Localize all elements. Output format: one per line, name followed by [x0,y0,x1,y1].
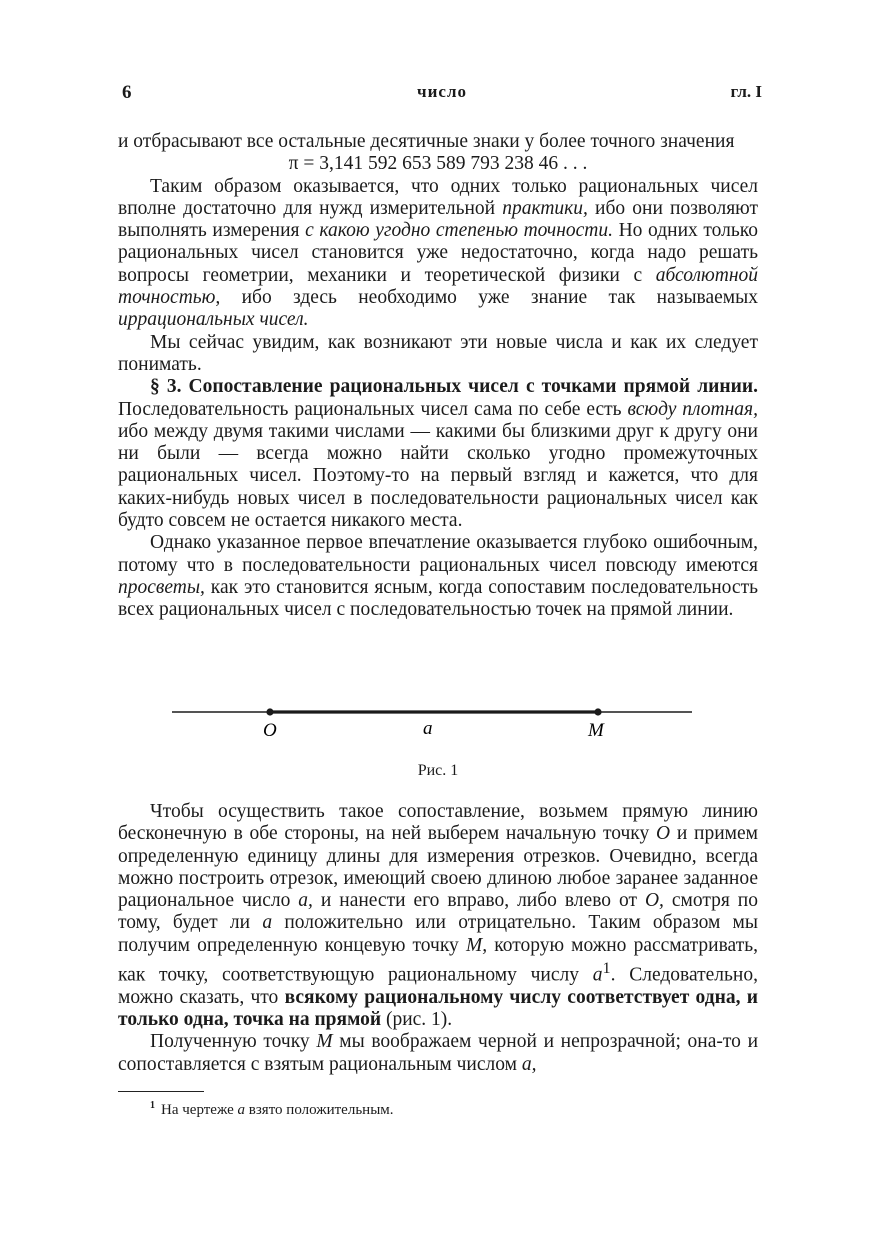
text-run: . Следовательно, можно сказать, что [118,964,758,1008]
text-run: Чтобы осуществить такое сопоставление, возьмем прямую линию бесконечную в обе стороны, на ней выберем начальную точку [118,801,758,845]
number-line-svg [160,692,720,748]
variable: a [592,964,603,986]
label-o: O [263,720,277,741]
variable: O, [644,890,664,912]
number-line-figure [160,692,720,748]
text-run: (рис. 1). [381,1009,453,1031]
text-run: Таким образом оказывается, что одних только рациональных чисел вполне достаточно для нужд измерительной [118,175,758,219]
text-block-bottom [118,801,758,1076]
label-m: M [588,720,604,741]
paragraph-continuation [118,131,758,153]
variable: a, [298,890,313,912]
text-run: ибо они позволяют выполнять измерения [118,197,759,242]
text-run: и примем определенную единицу длины для измерения отрезков. Очевидно, всегда можно построить отрезок, имеющий своею длиною любое заранее заданное рациональное число [118,823,758,912]
paragraph-rational-sufficiency [118,176,758,332]
variable: a [262,912,273,934]
paragraph-text: и отбрасывают все остальные десятичные знаки у более точного значения [118,131,735,152]
emphasis-text: абсолютной точностью, [118,264,758,309]
text-run: положительно или отрицательно. Таким образом мы получим определенную концевую точку [118,912,758,956]
paragraph-point-m [118,1031,758,1076]
text-block-top [118,131,758,622]
emphasis-text: иррациональных чисел. [118,309,309,331]
section-3 [118,376,758,532]
variable: O [656,823,671,845]
paragraph-gaps [118,532,758,621]
variable: a [237,1102,246,1118]
point-o [266,708,273,715]
footnote-mark: 1 [150,1100,155,1111]
footnote [150,1100,394,1119]
section-heading: § 3. Сопоставление рациональных чисел с точками прямой линии. [150,376,758,398]
text-run: Но одних только рациональных чисел становится уже недостаточно, когда надо решать вопросы геометрии, механики и теоретической физики с [118,220,758,286]
text-run: как это становится ясным, когда сопоставим последовательность всех рациональных чисел с последовательностью точек на прямой линии. [118,576,758,621]
footnote-text: На чертеже [161,1102,238,1118]
pi-formula: π = 3,141 592 653 589 793 238 46 . . . [288,153,588,175]
footnote-divider [118,1091,204,1092]
text-run: Полученную точку [150,1031,317,1053]
variable: a, [521,1053,537,1075]
label-a: a [423,718,433,739]
footnote-reference: 1 [602,959,611,978]
text-run: и нанести его вправо, либо влево от [312,890,645,912]
emphasis-text: просветы, [118,576,205,598]
running-header [122,82,762,108]
text-run: смотря по тому, будет ли [118,890,758,934]
text-run: которую можно рассматривать, как точку, соответствующую рациональному числу [118,934,758,986]
paragraph-new-numbers [118,332,758,377]
text-run: ибо между двумя такими числами — какими бы близкими друг к другу они ни были — всегда можно найти сколько угодно промежуточных рациональных чисел. Поэтому-то на первый взгляд и кажется, что для каких-нибудь новых чисел в последовательности рациональных чисел как будто совсем не остается никакого места. [118,420,758,532]
footnote-text: взято положительным. [245,1102,394,1118]
chapter-label: гл. I [730,82,762,101]
page-number: 6 [122,82,132,103]
text-run: мы воображаем черной и непрозрачной; она-то и сопоставляется с взятым рациональным числом [118,1031,758,1075]
text-run: Последовательность рациональных чисел сама по себе есть [118,398,628,420]
point-m [594,708,601,715]
variable: M [316,1031,333,1053]
emphasis-text: всюду плотная, [627,398,758,420]
emphasis-text: с какою угодно степенью точности. [305,220,613,242]
figure-caption: Рис. 1 [417,762,459,779]
variable: M, [465,934,488,956]
emphasis-text: практики, [502,197,588,219]
bold-statement: всякому рациональному числу соответствует одна, и только одна, точка на прямой [118,986,759,1031]
paragraph-construction [118,801,758,1031]
text-run: ибо здесь необходимо уже знание так называемых [220,287,758,309]
paragraph-text: Мы сейчас увидим, как возникают эти новые числа и как их следует понимать. [118,331,758,375]
running-title: число [417,82,467,101]
text-run: Однако указанное первое впечатление оказывается глубоко ошибочным, потому что в последовательности рациональных чисел повсюду имеются [118,532,758,576]
